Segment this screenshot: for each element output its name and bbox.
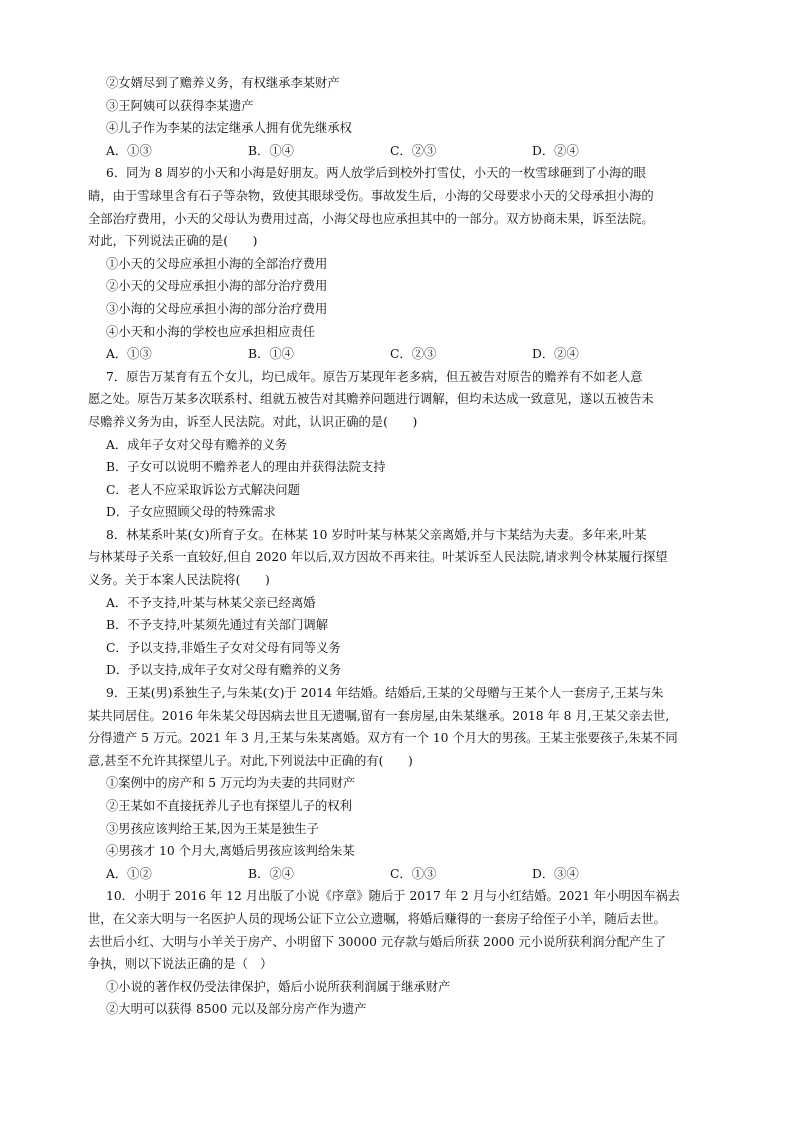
option-line: ①小天的父母应承担小海的全部治疗费用 <box>106 256 328 271</box>
option-line: D．予以支持,成年子女对父母有赡养的义务 <box>106 663 342 678</box>
question-text-line: 尽赡养义务为由，诉至人民法院。对此，认识正确的是( ) <box>88 414 418 429</box>
option-line: D．子女应照顾父母的特殊需求 <box>106 505 276 520</box>
question-first-line: 10．小明于 2016 年 12 月出版了小说《序章》随后于 2017 年 2 月与小红结婚。2021 年小明因车祸去 <box>106 889 680 904</box>
option-line: ②女婿尽到了赡养义务，有权继承李某财产 <box>106 76 340 90</box>
answer-choice: D．②④ <box>532 143 579 158</box>
question-text-line: 意,甚至不允许其探望儿子。对此,下列说法中正确的有( ) <box>88 753 413 768</box>
option-line: C．老人不应采取诉讼方式解决问题 <box>106 482 300 497</box>
answer-choice: A．①② <box>106 866 152 881</box>
option-line: B．不予支持,叶某须先通过有关部门调解 <box>106 618 328 633</box>
question-text-line: 对此，下列说法正确的是( ) <box>88 234 258 249</box>
option-line: ③男孩应该判给王某,因为王某是独生子 <box>106 821 319 836</box>
answer-choice: A．①③ <box>106 143 152 158</box>
option-line: ②大明可以获得 8500 元以及部分房产作为遗产 <box>106 1002 367 1017</box>
answer-choice: D．②④ <box>532 347 579 362</box>
option-line: ①案例中的房产和 5 万元均为夫妻的共同财产 <box>106 776 356 791</box>
answer-choices-row <box>88 863 718 886</box>
question-text-line: 义务。关于本案人民法院将( ) <box>88 573 270 588</box>
question-text-line: 争执，则以下说法正确的是（ ） <box>88 957 273 972</box>
option-line: A．不予支持,叶某与林某父亲已经离婚 <box>106 595 316 610</box>
answer-choice: C．①③ <box>390 866 437 881</box>
answer-choices-row <box>88 140 718 163</box>
answer-choice: C．②③ <box>390 347 437 362</box>
answer-choice: D．③④ <box>532 866 579 881</box>
option-line: ②小天的父母应承担小海的部分治疗费用 <box>106 279 328 294</box>
option-line: C．予以支持,非婚生子女对父母有同等义务 <box>106 640 341 655</box>
option-line: ③小海的父母应承担小海的部分治疗费用 <box>106 301 328 316</box>
option-line: ②王某如不直接抚养儿子也有探望儿子的权利 <box>106 799 352 813</box>
question-text-line: 世，在父亲大明与一名医护人员的现场公证下立公立遗嘱，将婚后赚得的一套房子给侄子小羊，随后去世。 <box>88 911 666 926</box>
answer-choice: B．①④ <box>248 143 294 158</box>
answer-choice: B．①④ <box>248 347 294 362</box>
option-line: ④男孩才 10 个月大,离婚后男孩应该判给朱某 <box>106 844 355 859</box>
option-line: ④小天和小海的学校也应承担相应责任 <box>106 324 316 339</box>
question-text-line: 睛，由于雪球里含有石子等杂物，致使其眼球受伤。事故发生后，小海的父母要求小天的父母承担小海的 <box>88 188 654 203</box>
question-text-line: 愿之处。原告万某多次联系村、组就五被告对其赡养问题进行调解，但均未达成一致意见，遂以五被告未 <box>88 392 654 407</box>
question-first-line: 9．王某(男)系独生子,与朱某(女)于 2014 年结婚。结婚后,王某的父母赠与王某个人一套房子,王某与朱 <box>106 686 664 701</box>
question-text-line: 某共同居住。2016 年朱某父母因病去世且无遗嘱,留有一套房屋,由朱某继承。2018 年 8 月,王某父亲去世, <box>88 708 670 723</box>
answer-choice: A．①③ <box>106 347 152 362</box>
question-text-line: 全部治疗费用，小天的父母认为费用过高，小海父母也应承担其中的一部分。双方协商未果，诉至法院。 <box>88 211 654 226</box>
answer-choice: C．②③ <box>390 143 437 158</box>
option-line: ①小说的著作权仍受法律保护，婚后小说所获利润属于继承财产 <box>106 979 451 994</box>
document-page <box>88 72 718 1021</box>
option-line: A．成年子女对父母有赡养的义务 <box>106 437 288 452</box>
question-first-line: 7．原告万某育有五个女儿，均已成年。原告万某现年老多病，但五被告对原告的赡养有不如老人意 <box>106 369 643 384</box>
question-text-line: 与林某母子关系一直较好,但自 2020 年以后,双方因故不再来往。叶某诉至人民法院,请求判令林某履行探望 <box>88 550 668 565</box>
question-first-line: 6．同为 8 周岁的小天和小海是好朋友。两人放学后到校外打雪仗，小天的一枚雪球砸到了小海的眼 <box>106 166 646 181</box>
question-text-line: 去世后小红、大明与小羊关于房产、小明留下 30000 元存款与婚后所获 2000 元小说所获利润分配产生了 <box>88 934 666 949</box>
question-text-line: 分得遗产 5 万元。2021 年 3 月,王某与朱某离婚。双方有一个 10 个月大的男孩。王某主张要孩子,朱某不同 <box>88 731 678 746</box>
answer-choice: B．②④ <box>248 866 294 881</box>
option-line: ③王阿姨可以获得李某遗产 <box>106 98 254 113</box>
option-line: B．子女可以说明不赡养老人的理由并获得法院支持 <box>106 460 386 475</box>
answer-choices-row <box>88 343 718 366</box>
question-first-line: 8．林某系叶某(女)所育子女。在林某 10 岁时叶某与林某父亲离婚,并与卞某结为夫妻。多年来,叶某 <box>106 527 647 542</box>
option-line: ④儿子作为李某的法定继承人拥有优先继承权 <box>106 121 352 136</box>
